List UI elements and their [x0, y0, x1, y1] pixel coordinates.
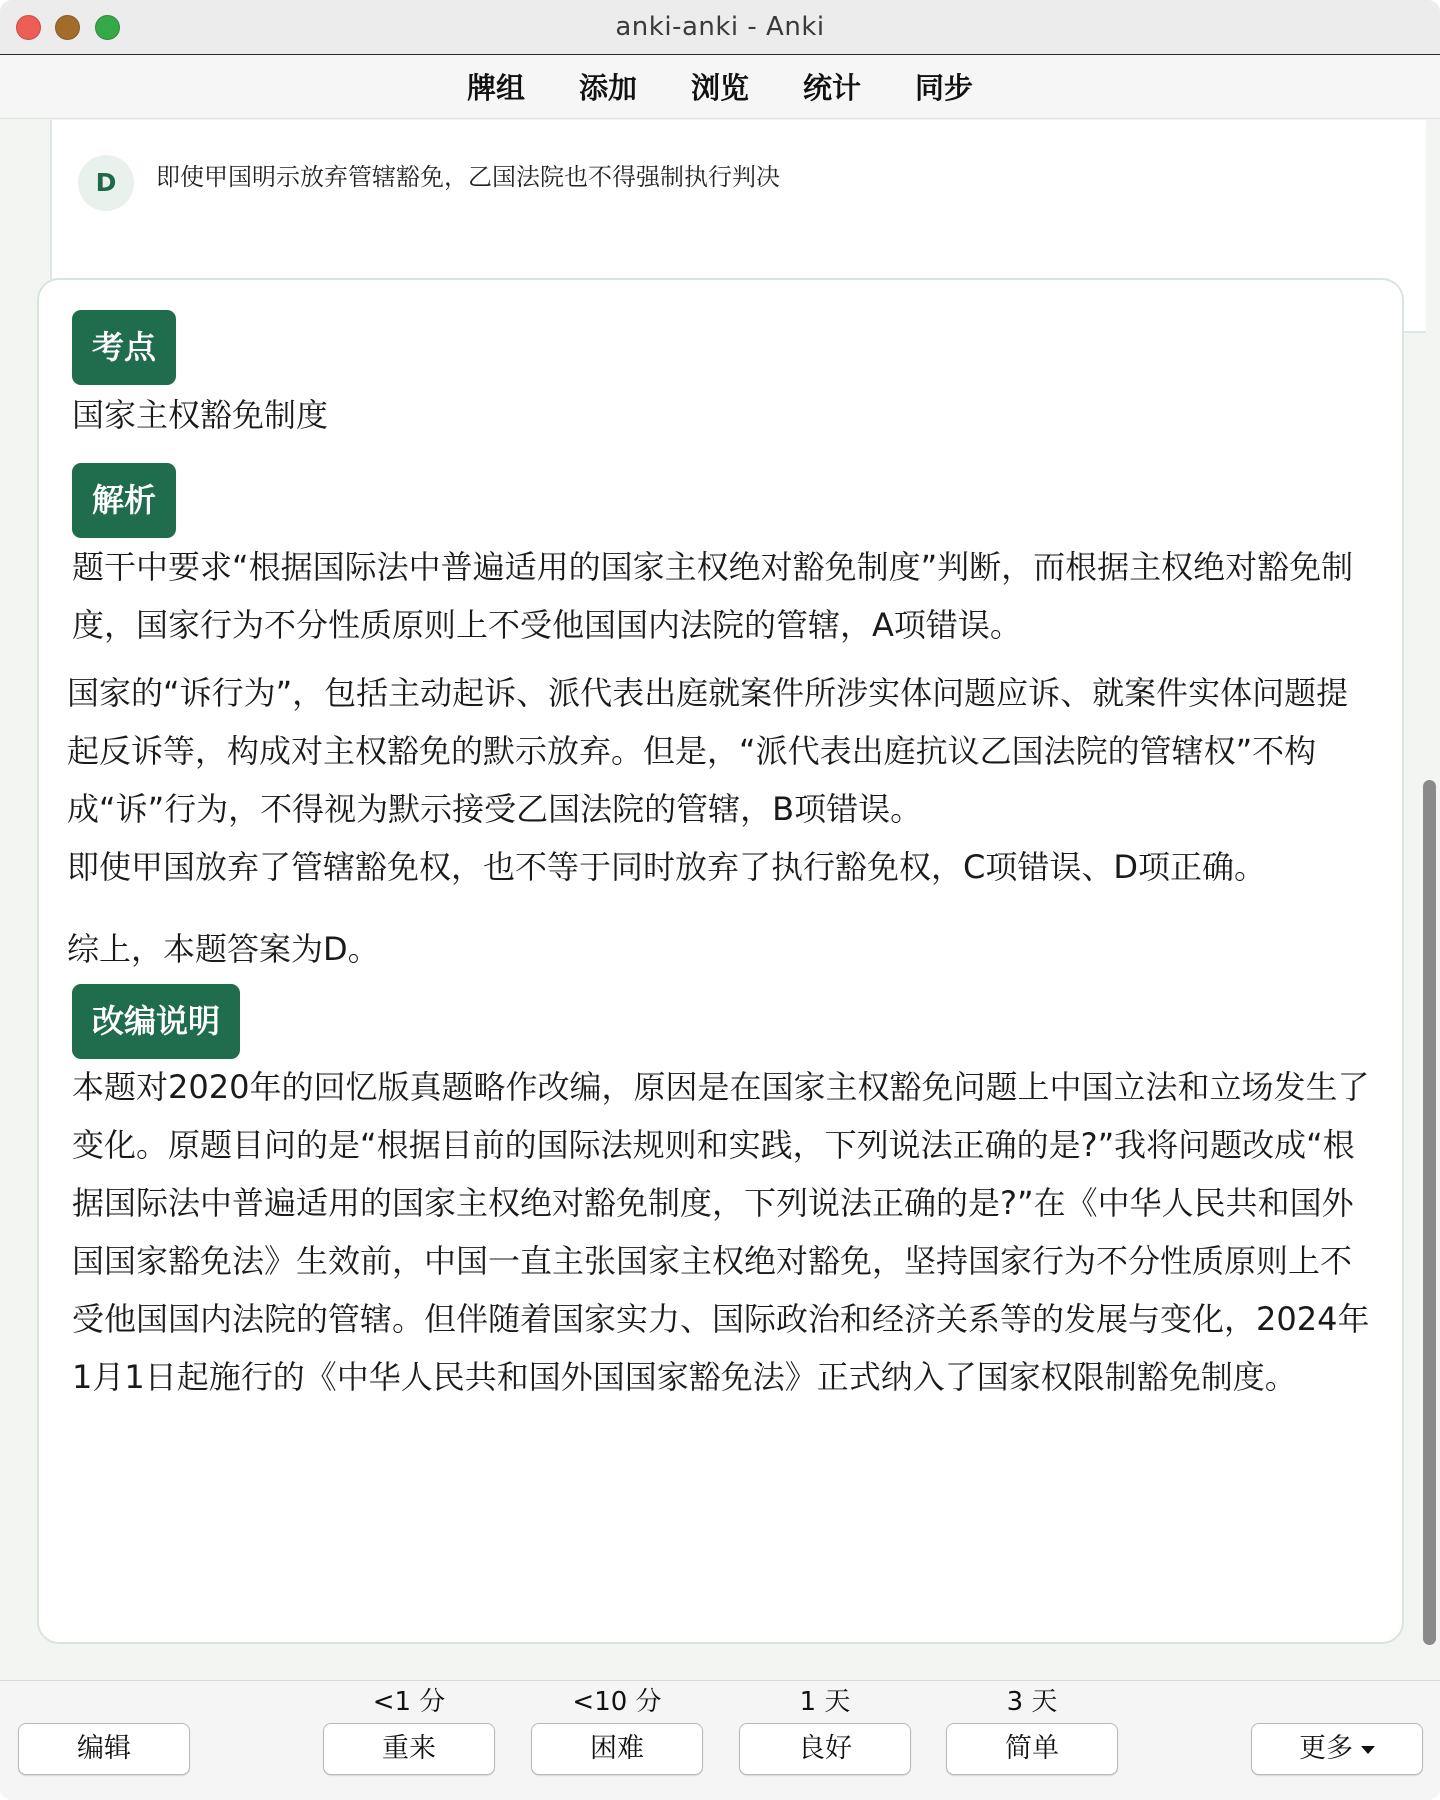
more-button[interactable] [1251, 1723, 1423, 1775]
answer-card [37, 278, 1404, 1644]
good-interval: 1 天 [799, 1687, 851, 1717]
toolbar-add[interactable]: 添加 [578, 71, 637, 105]
toolbar-stats[interactable]: 统计 [803, 71, 862, 105]
option-letter-badge: D [78, 155, 134, 211]
toolbar-browse[interactable]: 浏览 [690, 71, 749, 105]
again-interval: <1 分 [372, 1687, 446, 1717]
hard-interval: <10 分 [572, 1687, 662, 1717]
window-title: anki-anki - Anki [615, 12, 825, 42]
jiexi-paragraph-4: 综上，本题答案为D。 [67, 930, 380, 968]
jiexi-paragraph-2: 国家的“诉行为”，包括主动起诉、派代表出庭就案件所涉实体问题应诉、就案件实体问题提起反诉等，构成对主权豁免的默示放弃。但是，“派代表出庭抗议乙国法院的管辖权”不构成“诉”行为，不得视为默示接受乙国法院的管辖，B项错误。 [67, 674, 1349, 828]
card-view [0, 120, 1426, 1680]
chevron-down-icon [1361, 1746, 1375, 1754]
hard-button[interactable]: 困难 [531, 1723, 703, 1775]
scrollbar-thumb[interactable] [1423, 780, 1436, 1645]
more-button-label: 更多 [1299, 1733, 1353, 1764]
easy-button[interactable]: 简单 [946, 1723, 1118, 1775]
toolbar-sync[interactable]: 同步 [915, 71, 974, 105]
edit-button[interactable]: 编辑 [18, 1723, 190, 1775]
jiexi-tag: 解析 [72, 463, 176, 538]
review-bottom-bar [0, 1680, 1440, 1800]
main-toolbar [0, 55, 1440, 119]
jiexi-paragraph-1: 题干中要求“根据国际法中普遍适用的国家主权绝对豁免制度”判断，而根据主权绝对豁免制度，国家行为不分性质原则上不受他国国内法院的管辖，A项错误。 [72, 548, 1354, 644]
jiexi-paragraph-3: 即使甲国放弃了管辖豁免权，也不等于同时放弃了执行豁免权，C项错误、D项正确。 [67, 848, 1266, 886]
kaodian-tag: 考点 [72, 310, 176, 385]
option-text: 即使甲国明示放弃管辖豁免，乙国法院也不得强制执行判决 [156, 163, 780, 191]
again-button[interactable]: 重来 [323, 1723, 495, 1775]
good-button[interactable]: 良好 [739, 1723, 911, 1775]
gaibian-tag: 改编说明 [72, 984, 240, 1059]
easy-interval: 3 天 [1006, 1687, 1058, 1717]
title-bar [0, 0, 1440, 55]
gaibian-text: 本题对2020年的回忆版真题略作改编，原因是在国家主权豁免问题上中国立法和立场发生了变化。原题目问的是“根据目前的国际法规则和实践，下列说法正确的是?”我将问题改成“根据国际法中普遍适用的国家主权绝对豁免制度，下列说法正确的是?”在《中华人民共和国外国国家豁免法》生效前，中国一直主张国家主权绝对豁免，坚持国家行为不分性质原则上不受他国国内法院的管辖。但伴随着国家实力、国际政治和经济关系等的发展与变化，2024年1月1日起施行的《中华人民共和国外国国家豁免法》正式纳入了国家权限制豁免制度。 [72, 1068, 1370, 1396]
toolbar-decks[interactable]: 牌组 [466, 71, 525, 105]
kaodian-text: 国家主权豁免制度 [72, 396, 329, 434]
